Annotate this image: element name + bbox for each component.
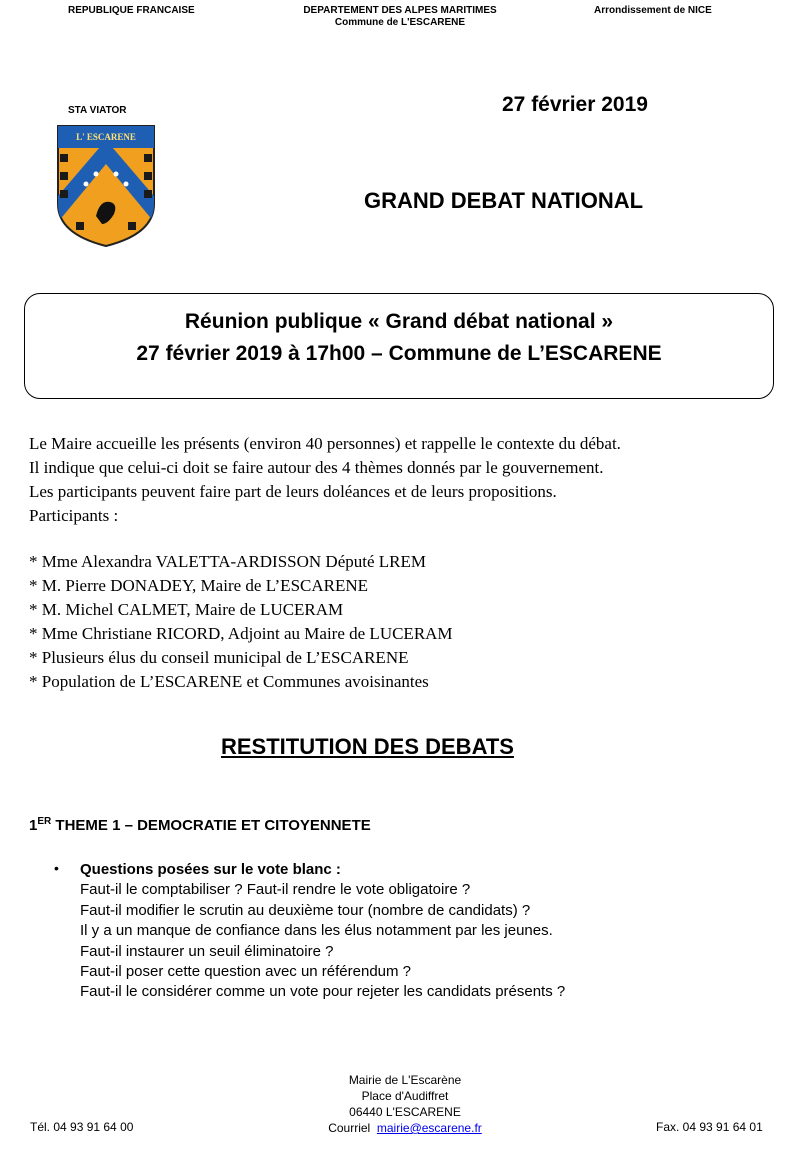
- question-line: Faut-il modifier le scrutin au deuxième tour (nombre de candidats) ?: [80, 901, 531, 919]
- question-line: Il y a un manque de confiance dans les élus notamment par les jeunes.: [80, 922, 553, 940]
- footer-fax: Fax. 04 93 91 64 01: [656, 1120, 763, 1134]
- footer-address: [280, 1072, 530, 1136]
- header-departement: [250, 5, 550, 29]
- meeting-subtitle: 27 février 2019 à 17h00 – Commune de L’ESCARENE: [136, 342, 662, 365]
- theme-ordinal: 1: [29, 817, 38, 834]
- bullet-icon: •: [54, 860, 59, 876]
- meeting-title-box: [24, 293, 774, 399]
- footer-email-label: Courriel: [328, 1121, 371, 1135]
- question-line: Faut-il poser cette question avec un référendum ?: [80, 963, 412, 981]
- intro-line: Il indique que celui-ci doit se faire autour des 4 thèmes donnés par le gouvernement.: [29, 458, 604, 477]
- questions-title: Questions posées sur le vote blanc :: [80, 861, 341, 878]
- footer-mairie: Mairie de L'Escarène: [348, 1073, 462, 1087]
- motto: STA VIATOR: [68, 105, 127, 116]
- footer-city: 06440 L'ESCARENE: [349, 1105, 461, 1119]
- participant-item: * Mme Alexandra VALETTA-ARDISSON Député LREM: [29, 552, 426, 571]
- participant-item: * Plusieurs élus du conseil municipal de L’ESCARENE: [29, 648, 409, 667]
- header-arrondissement: Arrondissement de NICE: [594, 5, 712, 16]
- participant-item: * Population de L’ESCARENE et Communes avoisinantes: [29, 672, 429, 691]
- document-date: 27 février 2019: [502, 93, 648, 116]
- footer-email-link[interactable]: mairie@escarene.fr: [376, 1121, 482, 1135]
- theme-title: THEME 1 – DEMOCRATIE ET CITOYENNETE: [51, 817, 371, 834]
- header-commune-name: Commune de L'ESCARENE: [334, 17, 466, 28]
- main-title: GRAND DEBAT NATIONAL: [364, 188, 644, 213]
- intro-line: Le Maire accueille les présents (environ 40 personnes) et rappelle le contexte du débat.: [29, 434, 621, 453]
- participant-item: * M. Michel CALMET, Maire de LUCERAM: [29, 600, 344, 619]
- question-line: Faut-il le considérer comme un vote pour rejeter les candidats présents ?: [80, 983, 566, 1001]
- section-title-restitution: RESTITUTION DES DEBATS: [221, 734, 514, 759]
- footer-telephone: Tél. 04 93 91 64 00: [30, 1120, 134, 1134]
- crest-banner-text: L' ESCARENE: [76, 132, 136, 142]
- intro-line: Les participants peuvent faire part de leurs doléances et de leurs propositions.: [29, 482, 557, 501]
- participant-item: * Mme Christiane RICORD, Adjoint au Maire de LUCERAM: [29, 624, 453, 643]
- participant-item: * M. Pierre DONADEY, Maire de L’ESCARENE: [29, 576, 369, 595]
- header-departement-name: DEPARTEMENT DES ALPES MARITIMES: [303, 5, 497, 16]
- footer-email-line: [280, 1120, 530, 1136]
- participants-list: [29, 550, 453, 694]
- theme-ordinal-suffix: ER: [37, 816, 52, 827]
- meeting-title: Réunion publique « Grand débat national »: [184, 310, 614, 333]
- theme-heading: [29, 816, 371, 834]
- footer-street: Place d'Audiffret: [361, 1089, 449, 1103]
- question-line: Faut-il instaurer un seuil éliminatoire ?: [80, 942, 334, 960]
- intro-paragraph: [29, 432, 621, 528]
- questions-block: [80, 860, 565, 1003]
- question-line: Faut-il le comptabiliser ? Faut-il rendre le vote obligatoire ?: [80, 881, 471, 899]
- intro-line: Participants :: [29, 506, 119, 525]
- coat-of-arms-icon: [56, 124, 156, 248]
- header-republique: REPUBLIQUE FRANCAISE: [68, 5, 195, 16]
